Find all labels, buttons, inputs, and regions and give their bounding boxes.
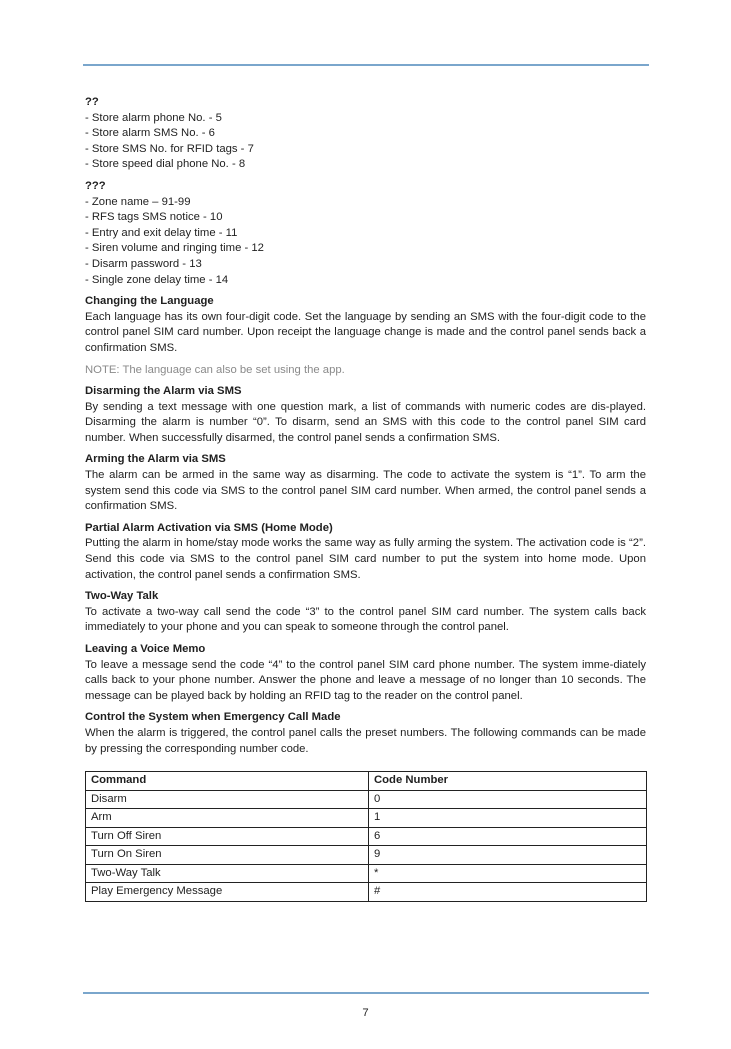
- section-text: The alarm can be armed in the same way as disarming. The code to activate the system is “1”. To arm the system send this code via SMS to the control panel SIM card number. When armed, the control panel sends a confirmation SMS.: [85, 469, 646, 513]
- command-cell: Arm: [86, 809, 369, 828]
- section-text: To activate a two-way call send the code “3” to the control panel SIM card number. The system calls back immediately to your phone and you can speak to someone through the control panel.: [85, 605, 646, 634]
- table-row: [86, 864, 647, 883]
- list-item: - RFS tags SMS notice - 10: [85, 211, 223, 224]
- list-item: - Zone name – 91-99: [85, 195, 191, 208]
- table-row: [86, 790, 647, 809]
- code-cell: 1: [369, 809, 647, 828]
- section-heading: Partial Alarm Activation via SMS (Home Mode): [85, 521, 333, 534]
- section-voice-memo: [85, 642, 646, 704]
- table-row: [86, 883, 647, 902]
- list-item: - Store alarm phone No. - 5: [85, 111, 222, 124]
- section-text: When the alarm is triggered, the control panel calls the preset numbers. The following commands can be made by pressing the corresponding number code.: [85, 726, 646, 755]
- command-cell: Turn On Siren: [86, 846, 369, 865]
- list-item: - Store speed dial phone No. - 8: [85, 158, 246, 171]
- command-cell: Turn Off Siren: [86, 827, 369, 846]
- code-cell: 6: [369, 827, 647, 846]
- table-header-row: [86, 772, 647, 791]
- list-item: - Store SMS No. for RFID tags - 7: [85, 142, 254, 155]
- section-text: By sending a text message with one question mark, a list of commands with numeric codes are dis-played. Disarming the alarm is number “0”. To disarm, send an SMS with this code to the control panel SIM card number. When successfully disarmed, the control panel sends a confirmation SMS.: [85, 400, 646, 444]
- header-rule: [83, 64, 649, 66]
- code-cell: *: [369, 864, 647, 883]
- code-cell: #: [369, 883, 647, 902]
- command-cell: Play Emergency Message: [86, 883, 369, 902]
- list-item: - Entry and exit delay time - 11: [85, 226, 238, 239]
- section-changing-language: [85, 294, 646, 356]
- code-list-1: [85, 95, 646, 173]
- language-note: NOTE: The language can also be set using the app.: [85, 363, 345, 376]
- command-table: [85, 771, 647, 902]
- page-content: [85, 95, 646, 763]
- list-item: - Single zone delay time - 14: [85, 273, 229, 286]
- section-disarming: [85, 384, 646, 446]
- footer-rule: [83, 992, 649, 994]
- code-list-2: [85, 179, 646, 288]
- table-row: [86, 846, 647, 865]
- table-row: [86, 809, 647, 828]
- page-number: 7: [362, 1007, 369, 1019]
- section-home-mode: [85, 521, 646, 583]
- section-heading: Disarming the Alarm via SMS: [85, 385, 242, 398]
- code-cell: 9: [369, 846, 647, 865]
- column-header-code: Code Number: [369, 772, 647, 791]
- section-text: To leave a message send the code “4” to the control panel SIM card phone number. The system imme-diately calls back to your phone number. Answer the phone and leave a message of no longer than 10 seconds. The message can be played back by holding an RFID tag to the reader on the control panel.: [85, 658, 646, 702]
- list-item: - Disarm password - 13: [85, 257, 202, 270]
- section-heading: Two-Way Talk: [85, 590, 159, 603]
- list-item: - Siren volume and ringing time - 12: [85, 242, 264, 255]
- code-list-1-heading: ??: [85, 96, 99, 108]
- table-row: [86, 827, 647, 846]
- code-list-2-heading: ???: [85, 179, 106, 192]
- section-heading: Leaving a Voice Memo: [85, 643, 206, 655]
- list-item: - Store alarm SMS No. - 6: [85, 127, 215, 140]
- code-cell: 0: [369, 790, 647, 809]
- section-text: Putting the alarm in home/stay mode works the same way as fully arming the system. The activation code is “2”. Send this code via SMS to the control panel SIM card number to put the system into home mode. Upon activation, the control panel sends a confirmation SMS.: [85, 537, 646, 581]
- section-heading: Changing the Language: [85, 295, 214, 308]
- section-heading: Arming the Alarm via SMS: [85, 453, 226, 466]
- command-cell: Two-Way Talk: [86, 864, 369, 883]
- section-text: Each language has its own four-digit code. Set the language by sending an SMS with the four-digit code to the control panel SIM card number. Upon receipt the language change is made and the control panel sends back a confirmation SMS.: [85, 310, 646, 354]
- section-arming: [85, 452, 646, 514]
- section-heading: Control the System when Emergency Call Made: [85, 711, 341, 724]
- column-header-command: Command: [86, 772, 369, 791]
- command-cell: Disarm: [86, 790, 369, 809]
- section-emergency-control: [85, 710, 646, 757]
- section-two-way-talk: [85, 589, 646, 636]
